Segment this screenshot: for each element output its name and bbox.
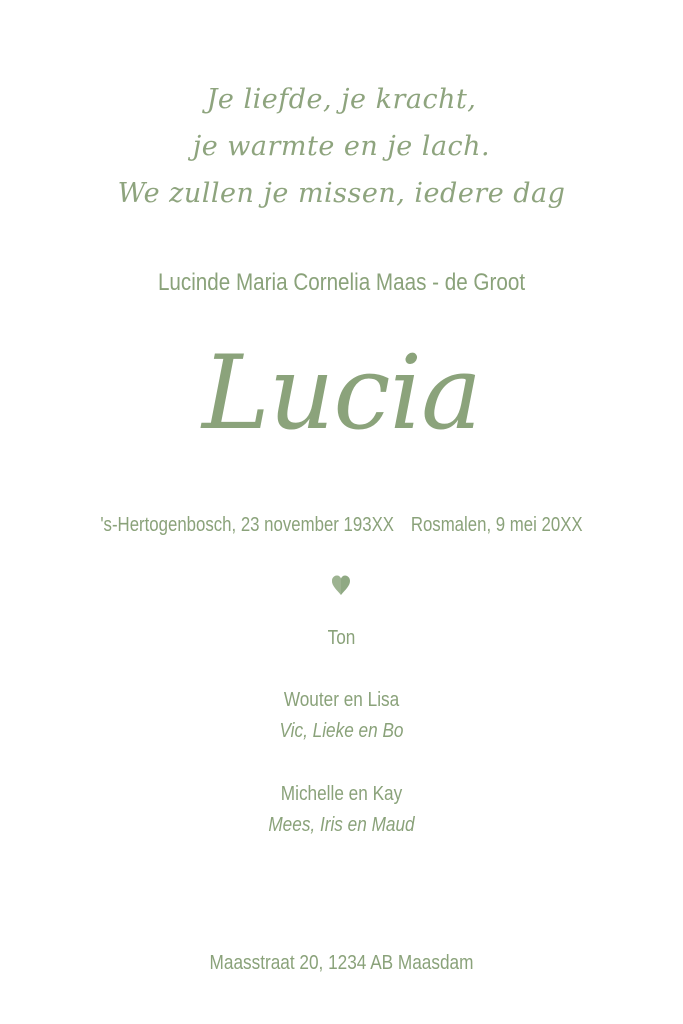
family-group-1-children: Vic, Lieke en Bo <box>279 720 404 742</box>
family-group-2-parents: Michelle en Kay <box>280 783 403 805</box>
poem-line-2: je warmte en je lach. <box>192 131 491 162</box>
call-name: Lucia <box>202 334 481 453</box>
family-group-1-parents: Wouter en Lisa <box>283 689 400 711</box>
death-date: Rosmalen, 9 mei 20XX <box>410 514 583 536</box>
life-dates <box>55 514 629 537</box>
address: Maasstraat 20, 1234 AB Maasdam <box>209 952 474 974</box>
full-name: Lucinde Maria Cornelia Maas - de Groot <box>157 269 526 296</box>
heart-icon <box>331 574 351 596</box>
partner-name: Ton <box>327 627 356 649</box>
poem-line-1: Je liefde, je kracht, <box>206 84 477 115</box>
birth-date: 's-Hertogenbosch, 23 november 193XX <box>100 514 395 536</box>
poem-line-3: We zullen je missen, iedere dag <box>117 178 566 209</box>
family-group-2-children: Mees, Iris en Maud <box>268 814 415 836</box>
